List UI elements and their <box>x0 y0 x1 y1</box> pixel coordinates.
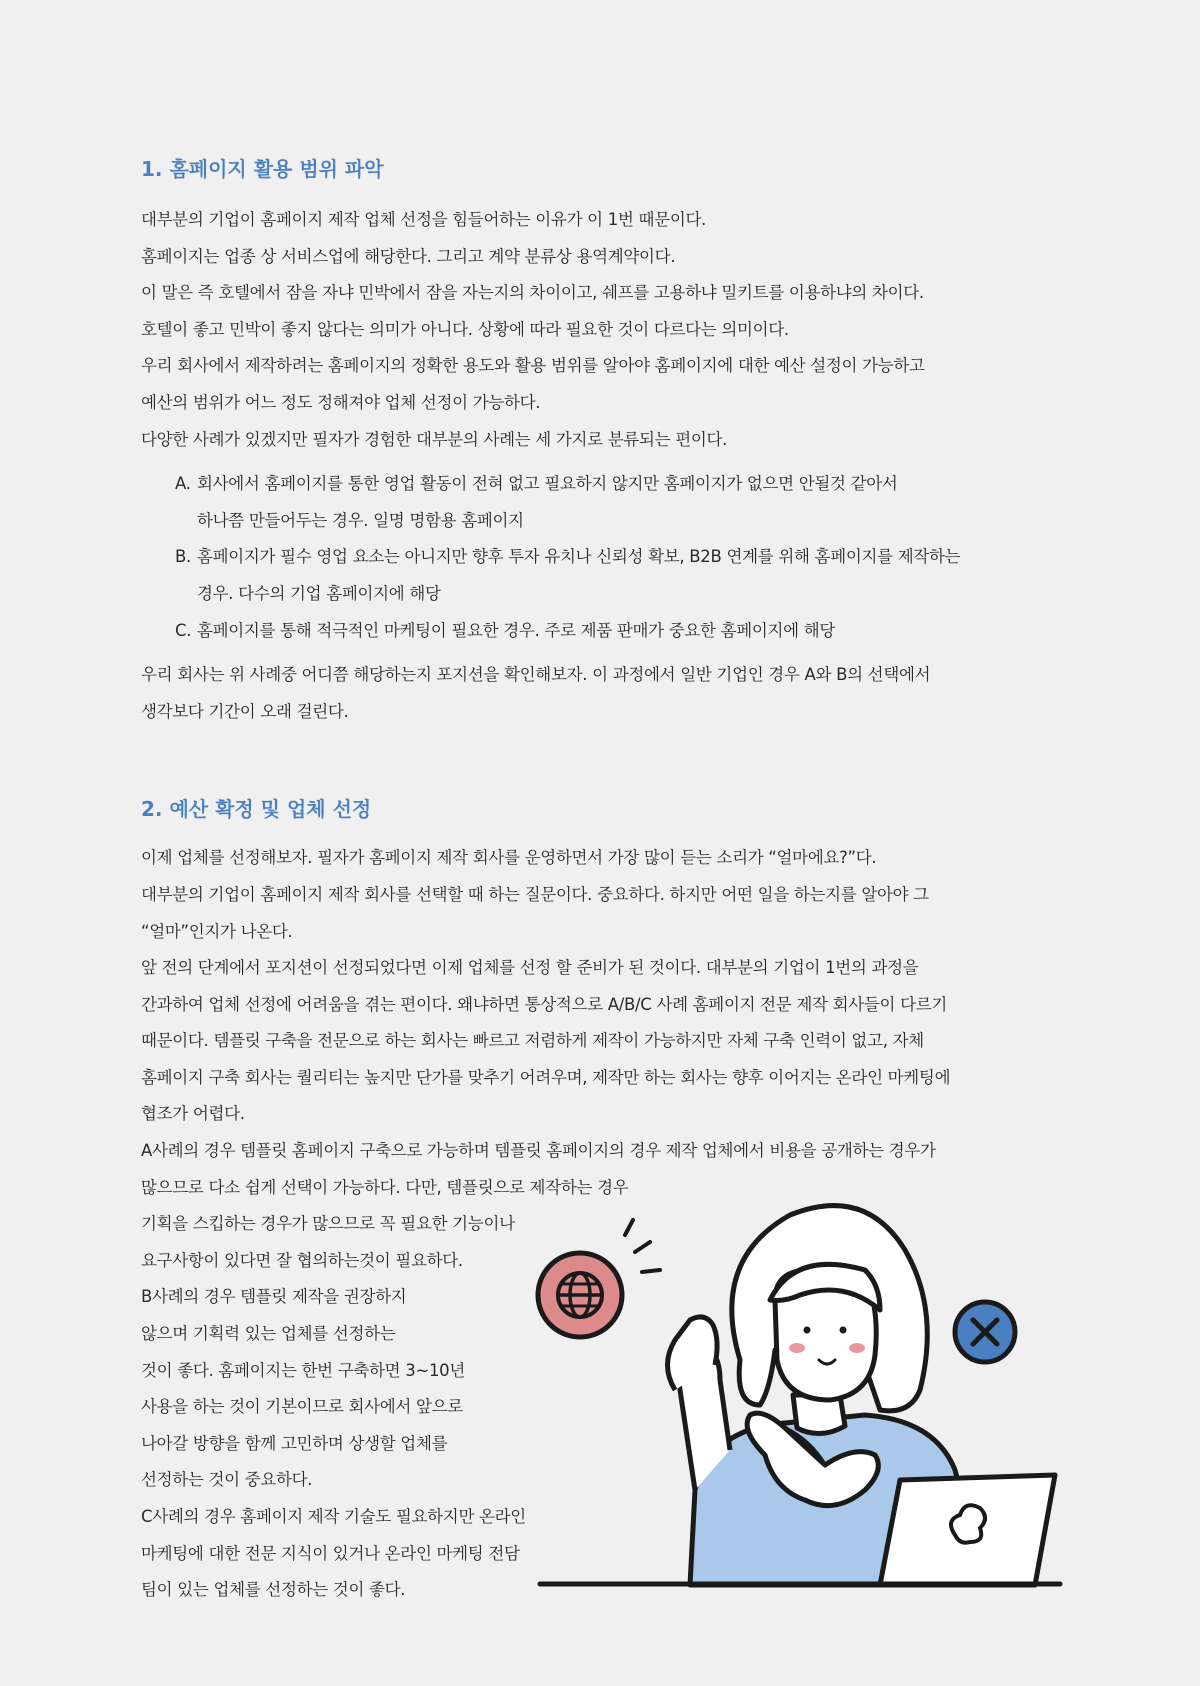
case-list <box>175 466 1061 649</box>
eye-left <box>804 1327 811 1334</box>
paragraph-line: 팀이 있는 업체를 선정하는 것이 좋다. <box>141 1580 406 1600</box>
paragraph-line: 이 말은 즉 호텔에서 잠을 자냐 민박에서 잠을 자는지의 차이이고, 쉐프를 고용하냐 밀키트를 이용하냐의 차이다. <box>141 283 924 303</box>
cheek-right <box>849 1343 865 1353</box>
paragraph-line: 호텔이 좋고 민박이 좋지 않다는 의미가 아니다. 상황에 따라 필요한 것이 다르다는 의미이다. <box>141 319 789 339</box>
section-scope <box>141 150 1061 730</box>
paragraph-line: 협조가 어렵다. <box>141 1104 245 1124</box>
sparkle-lines <box>625 1220 660 1272</box>
list-item-text: 회사에서 홈페이지를 통한 영업 활동이 전혀 없고 필요하지 않지만 홈페이지가 없으면 안될것 같아서 <box>197 474 898 494</box>
paragraph-line: 이제 업체를 선정해보자. 필자가 홈페이지 제작 회사를 운영하면서 가장 많이 듣는 소리가 “얼마에요?”다. <box>141 848 877 868</box>
list-marker: A. <box>175 474 191 494</box>
paragraph-line: C사례의 경우 홈페이지 제작 기술도 필요하지만 온라인 <box>141 1507 526 1526</box>
paragraph-line: 때문이다. 템플릿 구축을 전문으로 하는 회사는 빠르고 저렴하게 제작이 가능하지만 자체 구축 인력이 없고, 자체 <box>141 1031 924 1051</box>
paragraph-line: 많으므로 다소 쉽게 선택이 가능하다. 다만, 템플릿으로 제작하는 경우 <box>141 1177 629 1197</box>
eye-right <box>840 1327 847 1334</box>
paragraph-line: 대부분의 기업이 홈페이지 제작 회사를 선택할 때 하는 질문이다. 중요하다. 하지만 어떤 일을 하는지를 알아야 그 <box>141 884 929 904</box>
scope-closing <box>141 657 1061 730</box>
paragraph-line: 홈페이지 구축 회사는 퀄리티는 높지만 단가를 맞추기 어려우며, 제작만 하는 회사는 향후 이어지는 온라인 마케팅에 <box>141 1067 951 1087</box>
paragraph-line: 마케팅에 대한 전문 지식이 있거나 온라인 마케팅 전담 <box>141 1543 520 1563</box>
paragraph-line: 기획을 스킵하는 경우가 많으므로 꼭 필요한 기능이나 <box>141 1214 515 1234</box>
paragraph-line: 나아갈 방향을 함께 고민하며 상생할 업체를 <box>141 1433 448 1453</box>
illustration-woman-laptop <box>535 1190 1065 1590</box>
paragraph-line: 다양한 사례가 있겠지만 필자가 경험한 대부분의 사례는 세 가지로 분류되는 편이다. <box>141 429 728 449</box>
paragraph-line: 우리 회사에서 제작하려는 홈페이지의 정확한 용도와 활용 범위를 알아야 홈페이지에 대한 예산 설정이 가능하고 <box>141 356 925 376</box>
paragraph-line: 앞 전의 단계에서 포지션이 선정되었다면 이제 업체를 선정 할 준비가 된 것이다. 대부분의 기업이 1번의 과정을 <box>141 958 919 978</box>
paragraph-line: 요구사항이 있다면 잘 협의하는것이 필요하다. <box>141 1250 463 1270</box>
paragraph-line: 간과하여 업체 선정에 어려움을 겪는 편이다. 왜냐하면 통상적으로 A/B/C 사례 홈페이지 전문 제작 회사들이 다르기 <box>141 994 948 1014</box>
paragraph-line: 우리 회사는 위 사례중 어디쯤 해당하는지 포지션을 확인해보자. 이 과정에서 일반 기업인 경우 A와 B의 선택에서 <box>141 665 931 685</box>
paragraph-line: 대부분의 기업이 홈페이지 제작 업체 선정을 힘들어하는 이유가 이 1번 때문이다. <box>141 210 707 229</box>
close-icon <box>955 1302 1015 1362</box>
paragraph-line: B사례의 경우 템플릿 제작을 권장하지 <box>141 1287 407 1307</box>
paragraph-line: A사례의 경우 템플릿 홈페이지 구축으로 가능하며 템플릿 홈페이지의 경우 제작 업체에서 비용을 공개하는 경우가 <box>141 1141 936 1161</box>
section-title-scope: 1. 홈페이지 활용 범위 파악 <box>141 157 384 181</box>
paragraph-line: 사용을 하는 것이 기본이므로 회사에서 앞으로 <box>141 1397 463 1417</box>
section-title-budget: 2. 예산 확정 및 업체 선정 <box>141 797 372 822</box>
list-item-text: 홈페이지가 필수 영업 요소는 아니지만 향후 투자 유치나 신뢰성 확보, B2B 연계를 위해 홈페이지를 제작하는 <box>197 547 961 567</box>
list-marker: C. <box>175 620 192 640</box>
case-item-c <box>175 613 1061 650</box>
paragraph-line: 홈페이지는 업종 상 서비스업에 해당한다. 그리고 계약 분류상 용역계약이다. <box>141 246 676 266</box>
list-item-text: 경우. 다수의 기업 홈페이지에 해당 <box>197 583 441 603</box>
paragraph-line: 선정하는 것이 중요하다. <box>141 1470 313 1490</box>
paragraph-line: 않으며 기획력 있는 업체를 선정하는 <box>141 1324 396 1344</box>
cheek-left <box>789 1343 805 1353</box>
laptop-icon <box>880 1475 1055 1585</box>
scope-paragraphs <box>141 202 1061 458</box>
case-item-a <box>175 466 1061 539</box>
list-item-text: 홈페이지를 통해 적극적인 마케팅이 필요한 경우. 주로 제품 판매가 중요한 홈페이지에 해당 <box>197 620 835 640</box>
paragraph-line: “얼마”인지가 나온다. <box>141 921 293 941</box>
list-marker: B. <box>175 547 191 567</box>
paragraph-line: 생각보다 기간이 오래 걸린다. <box>141 701 349 721</box>
budget-paragraphs <box>141 840 1061 1206</box>
paragraph-line: 예산의 범위가 어느 정도 정해져야 업체 선정이 가능하다. <box>141 392 541 412</box>
paragraph-line: 것이 좋다. 홈페이지는 한번 구축하면 3~10년 <box>141 1360 466 1380</box>
list-item-text: 하나쯤 만들어두는 경우. 일명 명함용 홈페이지 <box>197 510 524 530</box>
globe-icon <box>538 1253 622 1337</box>
case-item-b <box>175 539 1061 612</box>
